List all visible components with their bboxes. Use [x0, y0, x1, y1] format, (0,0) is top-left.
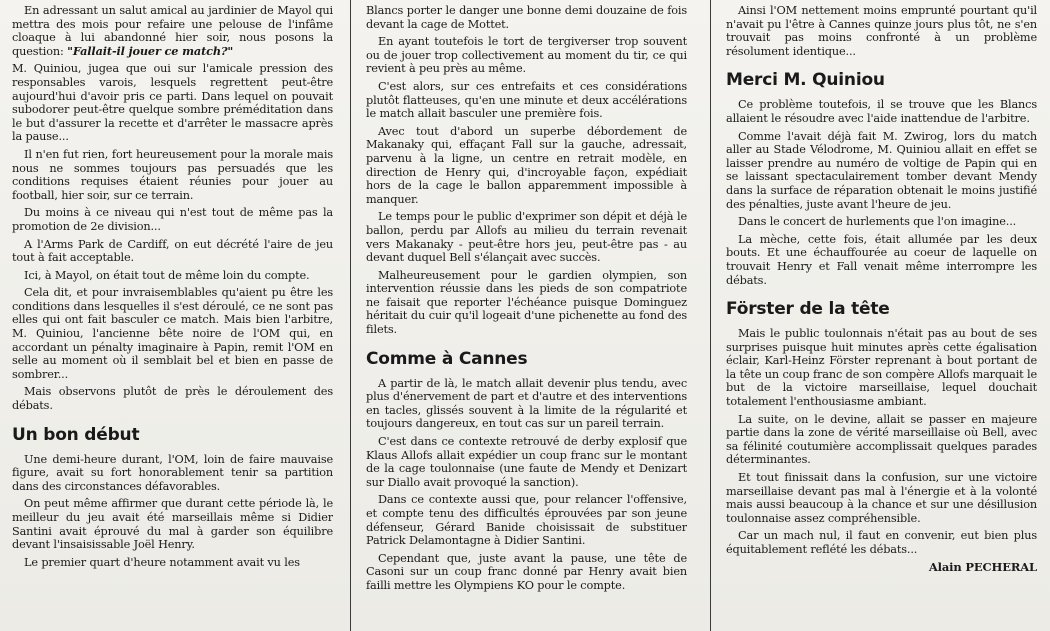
paragraph: Et tout finissait dans la confusion, sur une victoire marseillaise devant pas mal à l'énergie et à la volonté mais aussi beaucoup à la chance et sur une désillusion toulonnaise assez compréhensible. — [726, 471, 1037, 525]
section-heading: Comme à Cannes — [366, 348, 528, 369]
paragraph: On peut même affirmer que durant cette période là, le meilleur du jeu avait été marseillais même si Didier Santini avait éprouvé du mal à garder son équilibre devant l'insaisissable Joël Henry. — [12, 497, 333, 552]
paragraph: Blancs porter le danger une bonne demi douzaine de fois devant la cage de Mottet. — [366, 4, 687, 31]
section-heading: Förster de la tête — [726, 299, 890, 320]
paragraph-text: En adressant un salut amical au jardinier de Mayol qui mettra des mois pour refaire une pelouse de l'infâme cloaque à lui abandonné hier soir, nous posons la question: — [12, 4, 333, 58]
paragraph: En ayant toutefois le tort de tergiverser trop souvent ou de jouer trop collectivement au moment du tir, ce qui revient à peu près au même. — [366, 35, 687, 76]
paragraph: A partir de là, le match allait devenir plus tendu, avec plus d'énervement de part et d'autre et des interventions en tacles, glissés souvent à la limite de la régularité et toujours dangereux, en tout cas sur un pareil terrain. — [366, 376, 687, 431]
column-rule — [350, 0, 351, 631]
column-rule — [710, 0, 711, 631]
section-heading: Merci M. Quiniou — [726, 70, 885, 91]
author-signature: Alain PECHERAL — [928, 559, 1037, 574]
article-column-1 — [12, 4, 333, 627]
article-column-3 — [726, 4, 1037, 627]
article-column-2 — [366, 4, 687, 627]
paragraph: Comme l'avait déjà fait M. Zwirog, lors du match aller au Stade Vélodrome, M. Quiniou allait en effet se laisser prendre au numéro de voltige de Papin qui en se laissant spectaculairement tomber devant Mendy dans la surface de réparation obtenait le moins justifié des pénalties, juste avant l'heure de jeu. — [726, 129, 1037, 211]
paragraph — [12, 4, 333, 58]
paragraph: La suite, on le devine, allait se passer en majeure partie dans la zone de vérité marseillaise où Bell, avec sa félinité coutumière accomplissait quelques parades déterminantes. — [726, 412, 1037, 467]
paragraph: Mais observons plutôt de près le déroulement des débats. — [12, 385, 333, 413]
paragraph: Il n'en fut rien, fort heureusement pour la morale mais nous ne sommes toujours pas persuadés que les conditions requises étaient réunies pour jouer au football, hier soir, sur ce terrain. — [12, 147, 333, 202]
paragraph: Dans le concert de hurlements que l'on imagine... — [738, 215, 1017, 229]
paragraph: Dans ce contexte aussi que, pour relancer l'offensive, et compte tenu des difficultés éprouvées par son jeune défenseur, Gérard Banide choisissait de substituer Patrick Delamontagne à Didier Santini. — [366, 493, 687, 548]
paragraph: Cependant que, juste avant la pause, une tête de Casoni sur un coup franc donné par Henry avait bien failli mettre les Olympiens KO pour le compte. — [366, 551, 687, 592]
paragraph: Ainsi l'OM nettement moins emprunté pourtant qu'il n'avait pu l'être à Cannes quinze jours plus tôt, ne s'en trouvait pas moins confronté à un problème résolument identique... — [726, 4, 1037, 58]
paragraph: Cela dit, et pour invraisemblables qu'aient pu être les conditions dans lesquelles il s'est déroulé, ce ne sont pas elles qui ont fait basculer ce match. Mais bien l'arbitre, M. Quiniou, l'ancienne bête noire de l'OM qui, en accordant un pénalty imaginaire à Papin, remit l'OM en selle au moment où il semblait bel et bien en passe de sombrer... — [12, 286, 333, 381]
paragraph: M. Quiniou, jugea que oui sur l'amicale pression des responsables varois, lesquels regrettent peut-être aujourd'hui d'avoir pris ce parti. Dans lequel on pouvait subodorer peut-être quelque sombre préméditation dans le but d'assurer la recette et d'arrêter le massacre après la pause... — [12, 62, 333, 144]
paragraph: Malheureusement pour le gardien olympien, son intervention réussie dans les pieds de son compatriote ne faisait que reporter l'échéance puisque Dominguez héritait du cuir qu'il logeait d'une pichenette au fond des filets. — [366, 268, 687, 337]
paragraph: Avec tout d'abord un superbe débordement de Makanaky qui, effaçant Fall sur la gauche, adressait, parvenu à la ligne, un centre en retrait modèle, en direction de Henry qui, d'incroyable façon, expédiait hors de la cage le ballon apparemment impossible à manquer. — [366, 124, 687, 206]
paragraph: Ce problème toutefois, il se trouve que les Blancs allaient le résoudre avec l'aide inattendue de l'arbitre. — [726, 98, 1037, 125]
paragraph: Car un mach nul, il faut en convenir, eut bien plus équitablement reflété les débats... — [726, 529, 1037, 556]
section-heading: Un bon début — [12, 424, 140, 445]
quoted-question: "Fallait-il jouer ce match?" — [67, 43, 234, 58]
paragraph: C'est dans ce contexte retrouvé de derby explosif que Klaus Allofs allait expédier un coup franc sur le montant de la cage toulonnaise (une faute de Mendy et Denizart sur Diallo avait provoqué la sanction). — [366, 435, 687, 489]
paragraph: Le premier quart d'heure notamment avait vu les — [24, 555, 300, 569]
paragraph: Mais le public toulonnais n'était pas au bout de ses surprises puisque huit minutes après cette égalisation éclair, Karl-Heinz Förster reprenant à bout portant de la tête un coup franc de son compère Allofs marquait le but de la victoire marseillaise, lequel douchait totalement l'enthousiasme ambiant. — [726, 327, 1037, 409]
paragraph: C'est alors, sur ces entrefaits et ces considérations plutôt flatteuses, qu'en une minute et deux accélérations le match allait basculer une première fois. — [366, 79, 687, 121]
paragraph: Ici, à Mayol, on était tout de même loin du compte. — [24, 268, 310, 282]
paragraph: La mèche, cette fois, était allumée par les deux bouts. Et une échauffourée au coeur de laquelle on trouvait Henry et Fall venait même interrompre les débats. — [726, 232, 1037, 287]
paragraph: A l'Arms Park de Cardiff, on eut décrété l'aire de jeu tout à fait acceptable. — [12, 237, 333, 265]
paragraph: Du moins à ce niveau qui n'est tout de même pas la promotion de 2e division... — [12, 206, 333, 233]
paragraph: Le temps pour le public d'exprimer son dépit et déjà le ballon, perdu par Allofs au milieu du terrain revenait vers Makanaky - peut-être hors jeu, peut-être pas - au devant duquel Bell s'élançait avec succès. — [366, 210, 687, 265]
paragraph: Une demi-heure durant, l'OM, loin de faire mauvaise figure, avait su fort honorablement tenir sa partition dans des circonstances défavorables. — [12, 452, 333, 493]
